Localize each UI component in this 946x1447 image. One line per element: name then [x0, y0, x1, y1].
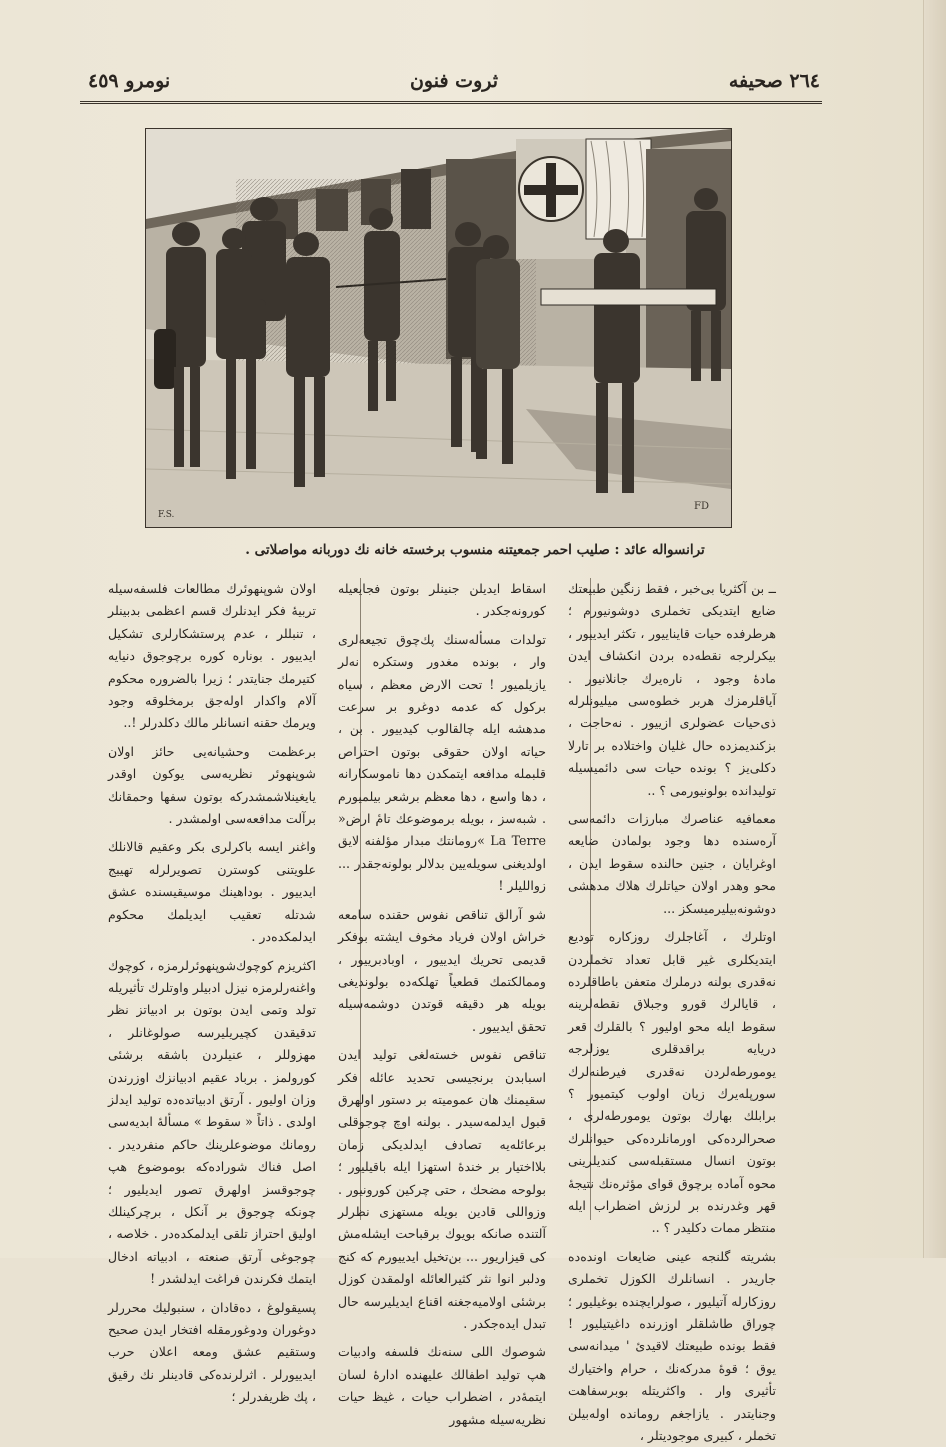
text-column-middle — [338, 578, 546, 1427]
engraving-illustration — [145, 128, 732, 528]
paragraph: شوصوك اللی سنه‌نك فلسفه وادبیات هپ تولید اطفالك علیهنده اداره‌ٔ لسان ایتمه‌ٔدر ، اضطراب حیات ، غیظ حیات نظریه‌سیله مشهور — [338, 1344, 546, 1427]
paragraph: واغنر ایسه باکرلری بکر وعقیم قالانلك علویتنی کوسترن تصویرلرله تهییج ایدییور . بوداهینك موسیقیسنده عشق شدتله تعقیب ایدیلمك محکوم ایدلمکده‌در . — [108, 839, 316, 945]
page-header — [88, 70, 820, 102]
paragraph: اسقاط ایدیلن جنینلر بوتون فجایعیله کورونه‌جکدر . — [338, 581, 546, 619]
paragraph: پسیقولوغ ، ده‌قادان ، سنبولیك محررلر دوغوران ودوغورمقله افتخار ایدن صحیح وستقیم عشق ومعه اعلان حرب ایدییورلر . اثرلرنده‌کی قادینلر نك رقیق ، پك ظریفدرلر ؛ — [108, 1299, 316, 1405]
paragraph: تولدات مسأله‌سنك پك‌چوق تجیعه‌لری وار ، بونده مغدور وستکره نه‌لر یازیلمیور ! تحت الارض معظم ، سیاه برکول که عدمه دوغرو بر سرعت مدهشه ایله چالقالوب کیدییور . بن ، حیاته اولان حقوقی بوتون احتراص قلبمله مدافعه ایتمکدن دها ناموسکارانه ، دها واسع ، دها معظم برشعر بیلمیورم . شبه‌سز ، بویله برموضوعك تامٔ ارض« La Terre »رومانتك مبدار مؤلفنه لایق اولدیغنی سویله‌یین بدلالر بولونه‌جقدر ... زواللیلر ! — [338, 631, 546, 894]
paragraph: اولان شوپنهوئرك مطالعات فلسفه‌سیله تربیهٔ فکر ایدنلرك قسم اعظمی بدبینلر ، تنبللر ، عدم پرستشکارلری تشکیل ایدییور . بوناره کوره برچوجوق دنیایه کتیرمك جنایتدر ؛ زیرا بالضروره محکوم آلام واکدار اوله‌جق برمخلوقه وجود ویرمك حقنه انسانلر مالك دکلدرلر !.. — [108, 581, 316, 731]
issue-number-label: نومرو ٤٥٩ — [88, 70, 171, 92]
paragraph: ــ بن آکثریا بی‌خبر ، فقط زنگین طبیعتك ضایع ایتدیکی تخملری دوشونیورم ؛ هرطرفده حیات قایناییور ، تکثر ایدییور ، بیکرلرجه نقطه‌ده بردن انکشاف ایدن مادهٔ وجود ، ناره‌یرك جانلانیور . آیاقلرمزك هربر خطوه‌سی میلیونلرله ذی‌حیات عضولری ازییور . نه‌حاجت ، بزکندیمزده حال غلیان واختلاده بر تارلا دکلی‌یز ؟ بونده حیات سی دائمیسیله تولیدانده بولونیورمی ؟ .. — [568, 581, 776, 798]
text-column-left — [108, 578, 316, 1405]
artist-signature-left: F.S. — [158, 510, 175, 520]
red-cross-train-engraving — [146, 129, 731, 527]
paragraph: بشریته گلنجه عینی ضایعات اونده‌ده جاریدر . انسانلرك الکوزل تخملری روزکارله آتیلیور ، صولرایچنده بوغیلیور ؛ چوراق طاشلقلر اوزرنده داغیتیلیور ! فقط بونده طبیعتك لاقیدیٔ ' میدانه‌سی یوق ؛ قوهٔ مدرکه‌نك ، حرام واختیارك تأثیری وار . واکثریتله بوبرسفاهت وجنایتدر . یازاجغم رومانده اوله‌بیلن تخملر ، کبیری موجودیتلر ، — [568, 1248, 776, 1444]
page-edge — [923, 0, 946, 1258]
page-number-label: ۲٦٤ صحیفه — [728, 70, 820, 92]
paragraph: برعظمت وحشیانه‌یی حائز اولان شوپنهوئر نظریه‌سی یوکون اوقدر یایغینلاشمشدرکه بوتون سفها وحمقانك برآلت مدافعه‌سی اولمشدر . — [108, 743, 316, 827]
paragraph: اکثریزم کوچوك‌شوپنهوئرلرمزه ، کوچوك واغنه‌رلرمزه نیزل ادبیلر واوتلرك تأثیریله تولد وتمی ایدن بوتون بر ادبیاتز نظر تدقیقدن کچیریلیرسه صولوغانلر ، مهزوللر ، عنیلردن باشقه برشئی کورولمز . برباد عقیم ادبیانزك اوزرندن وزان اولیور . آرتق ادبیاتده‌ده تولید ایدلز اولدی . ذاتاً « سقوط » مسأله‌ٔ ابدیه‌سی رومانك موضوعلرینك حاکم منفردیدر . اصل فناك شوراده‌که بوموضوع هپ چوجوقسز اولهرق تصور ایدیلیور ؛ چونکه چوجوق بر آنکل ، برچرکینلك اولیق احتراز تلقی ایدلمکده‌در . خلاصه ، چوجوغی آرتق صنعته ، ادبیاته ادخال ایتمك فکرندن فراغت ایدلشدر ! — [108, 957, 316, 1287]
paragraph: تناقص نفوس خسته‌لغی تولید ایدن اسبابدن برنجیسی تحدید عائله فکر سقیمنك هان عمومیته بر دستور اولهرق قبول ایدلمه‌سیدر . بولنه اوچ چوجوقلی برعائله‌یه تصادف ایدلدیکی زمان بلااختیار بر خنده‌ٔ استهزا ایله باقیلیور ؛ بولوحه مضحك ، حتی چرکین کورونیور . وزواللی قادین بویله مستهزی نظرلر آلتنده صانکه بویوك برقباحت ایشله‌مش کی قیزاریور ... بن‌تخیل ایدییورم که کنج ودلبر انوا نثر کثیرالعائله اولمقدن کوزل برشئی اولامیه‌جغنه اقناع ایدیلیرسه حال تبدل ایده‌جکدر . — [338, 1047, 546, 1331]
artist-signature-right: FD — [694, 501, 709, 512]
paragraph: شو آرالق تناقص نفوس حقنده سامعه خراش اولان فریاد مخوف ایشته بوفکر قدیمی تحریك ایدییور ، اوبادبرییور ، وممالکتمك قطعیاً تهلکه‌ده بولوندیغی بویله هر دقیقه قوتدن دوشمه‌سیله تحقق ایدییور . — [338, 906, 546, 1034]
illustration-caption: ترانسواله عائد : صلیب احمر جمعیتنه منسوب برخسته خانه نك دوربانه مواصلاتی . — [245, 542, 705, 558]
paragraph: اوتلرك ، آغاجلرك روزکاره تودیع ایتدیکلری غیر قابل تعداد تخملردن نه‌قدری بولنه درملرك متعفن باطاقلرده ، قایالرك قورو وجبلاق نقطه‌لرینه سقوط ایله محو اولیور ؟ بالقلرك قعر دریایه براقدقلری یوزلرجه یومورطه‌لردن نه‌قدری فیرطنه‌لرك سورپله‌یرك زیان اولوب کیتمیور ؟ برابلك بهارك بوتون یومورطه‌لری ، صحرالرده‌کی اورمانلرده‌کی حیوانلرك بوتون انسال مستقبله‌سی کندیلرینی محوه آماده برچوق قوای مؤثره‌نك نتیجهٔ قهر وغدرنده بر لرزش اضطراب ایله منتظر ممات دکلیدر ؟ .. — [568, 929, 776, 1236]
text-column-right — [568, 578, 776, 1444]
magazine-title: ثروت فنون — [409, 70, 499, 92]
paragraph: معمافیه عناصرك مبارزات دائمه‌سی آره‌سنده دها وجود بولمادن ضایعه اوغرایان ، جنین حالنده سقوط ایدن ، محو وهدر اولان حیاتلرك هلاك مدهشی دوشونه‌بیلیرمیسکز ... — [568, 811, 776, 916]
header-rule — [80, 101, 822, 104]
